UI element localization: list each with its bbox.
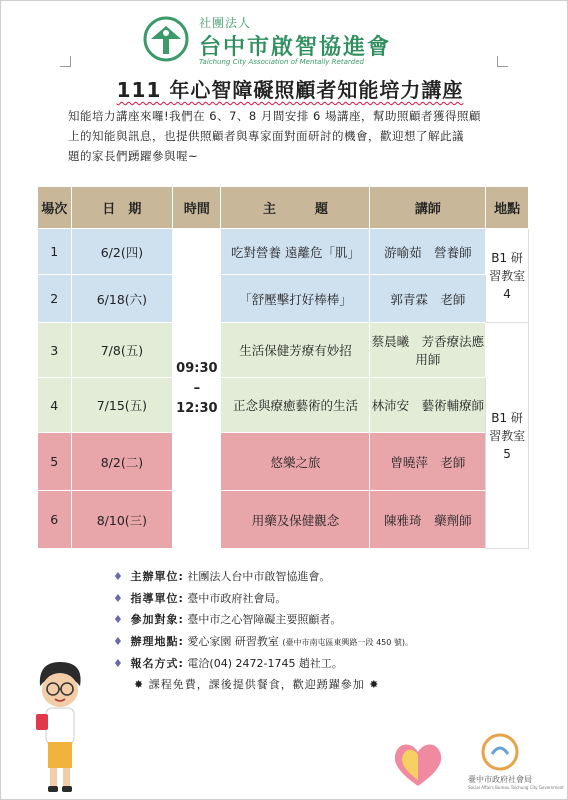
row-num: 2: [38, 275, 72, 323]
info-host: [113, 566, 413, 588]
row-num: 3: [38, 323, 72, 378]
info-signup: [113, 653, 413, 675]
intro-paragraph: [68, 106, 508, 166]
schedule-table: [37, 186, 529, 549]
table-row: [38, 229, 529, 275]
row-date: 7/8(五): [71, 323, 173, 378]
row-topic: 悠樂之旅: [221, 433, 370, 491]
agency-name: 臺中市政府社會局: [468, 775, 532, 784]
header-speaker: 講師: [370, 187, 486, 229]
row-num: 6: [38, 491, 72, 549]
time-slot-cell: [173, 229, 221, 549]
time-start: 09:30: [176, 360, 218, 376]
table-row: [38, 433, 529, 491]
agency-english: Social Affairs Bureau Taichung City Government: [468, 785, 564, 790]
star-icon: ✸: [369, 678, 380, 691]
row-topic: 正念與療癒藝術的生活: [221, 378, 370, 433]
row-speaker: 陳雅琦 藥劑師: [370, 491, 486, 549]
header-venue: 地點: [486, 187, 529, 229]
info-label: 參加對象:: [130, 613, 184, 626]
star-icon: ✸: [134, 678, 145, 691]
info-value: 臺中市政府社會局。: [187, 591, 287, 605]
row-speaker: 郭青霖 老師: [370, 275, 486, 323]
margin-corner-left: [60, 56, 71, 67]
row-topic: 用藥及保健觀念: [221, 491, 370, 549]
header-time: 時間: [173, 187, 221, 229]
info-target: [113, 609, 413, 631]
row-speaker: 林沛安 藝術輔療師: [370, 378, 486, 433]
org-logo: [143, 12, 443, 76]
header-num: 場次: [38, 187, 72, 229]
free-notice: [134, 676, 379, 692]
org-small-name: 社團法人: [199, 16, 252, 30]
row-date: 8/2(二): [71, 433, 173, 491]
row-num: 1: [38, 229, 72, 275]
header-topic: 主 題: [221, 187, 370, 229]
time-end: 12:30: [176, 400, 218, 416]
time-separator: –: [193, 380, 201, 396]
org-name: 台中市啟智協進會: [199, 35, 392, 60]
row-num: 5: [38, 433, 72, 491]
page-title: 111 年心智障礙照顧者知能培力講座: [116, 78, 464, 102]
venue-cell-a: B1 研習教室 4: [486, 229, 529, 323]
info-address: (臺中市南屯區東興路一段 450 號)。: [282, 637, 414, 647]
org-english-name: Taichung City Association of Mentally Retarded: [199, 58, 364, 66]
row-speaker: 曾曉萍 老師: [370, 433, 486, 491]
intro-line: 上的知能與訊息，也提供照顧者與專家面對面研討的機會，歡迎想了解此議: [68, 129, 464, 143]
info-value: 電洽(04) 2472-1745 趙社工。: [187, 657, 343, 670]
info-label: 報名方式:: [130, 657, 184, 670]
table-row: [38, 491, 529, 549]
row-date: 8/10(三): [71, 491, 173, 549]
table-row: [38, 378, 529, 433]
footer-logos: [388, 728, 564, 796]
info-value: 臺中市之心智障礙主要照顧者。: [187, 613, 342, 626]
header-date: 日 期: [71, 187, 173, 229]
intro-line: 題的家長們踴躍參與喔~: [68, 149, 199, 163]
free-text: 課程免費，課後提供餐食，歡迎踴躍參加: [148, 678, 365, 691]
table-header-row: [38, 187, 529, 229]
heart-logo-icon: [388, 734, 448, 794]
event-info-list: [113, 566, 413, 675]
row-topic: 吃對營養 遠離危「肌」: [221, 229, 370, 275]
row-topic: 生活保健芳療有妙招: [221, 323, 370, 378]
bullet-icon: ♦: [113, 657, 123, 670]
social-affairs-bureau-logo-icon: [480, 732, 520, 772]
intro-line: 知能培力講座來囉!我們在 6、7、8 月間安排 6 場講座，幫助照顧者獲得照顧: [68, 109, 481, 123]
row-speaker: 蔡晨曦 芳香療法應用師: [370, 323, 486, 378]
info-venue: [113, 631, 413, 654]
info-guide: [113, 588, 413, 610]
bullet-icon: ♦: [113, 613, 123, 626]
table-row: [38, 323, 529, 378]
row-num: 4: [38, 378, 72, 433]
margin-corner-right: [497, 56, 508, 67]
row-date: 6/2(四): [71, 229, 173, 275]
venue-cell-b: B1 研習教室 5: [486, 323, 529, 549]
info-label: 辦理地點:: [130, 634, 184, 648]
bullet-icon: ♦: [113, 591, 123, 605]
info-value: 社團法人台中市啟智協進會。: [187, 570, 331, 583]
row-topic: 「舒壓擊打好棒棒」: [221, 275, 370, 323]
row-speaker: 游喻茹 營養師: [370, 229, 486, 275]
bullet-icon: ♦: [113, 570, 123, 583]
info-label: 主辦單位:: [130, 570, 184, 583]
info-value: 愛心家園 研習教室: [187, 634, 279, 648]
info-label: 指導單位:: [130, 591, 184, 605]
row-date: 6/18(六): [71, 275, 173, 323]
bullet-icon: ♦: [113, 634, 123, 648]
table-row: [38, 275, 529, 323]
cartoon-boy-illustration: [28, 656, 92, 796]
row-date: 7/15(五): [71, 378, 173, 433]
org-emblem-icon: [143, 16, 189, 62]
